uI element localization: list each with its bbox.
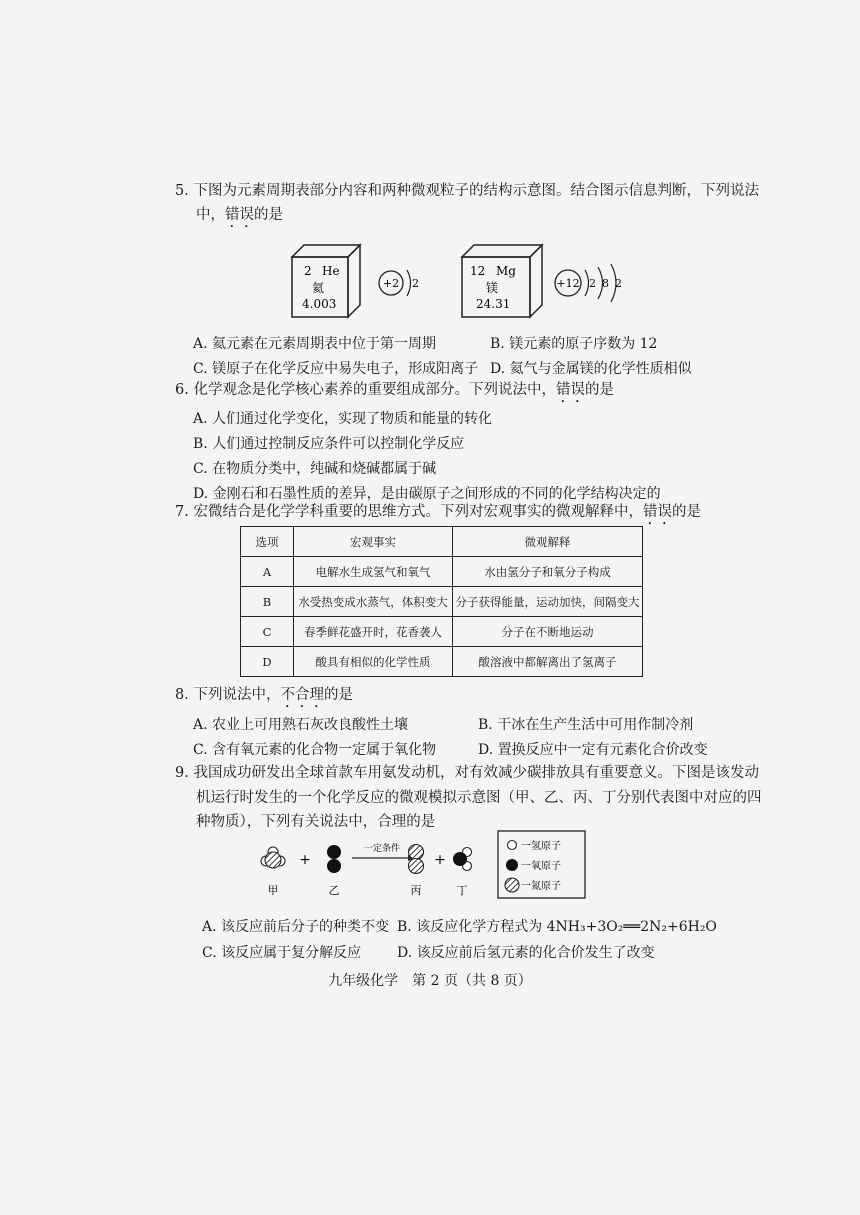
- q5-stem-line1: 5. 下图为元素周期表部分内容和两种微观粒子的结构示意图。结合图示信息判断，下列说法: [175, 183, 759, 199]
- he-number: 2: [304, 264, 312, 278]
- q9-option-d: D. 该反应前后氢元素的化合价发生了改变: [397, 945, 655, 961]
- page-footer: 九年级化学 第 2 页（共 8 页）: [328, 973, 532, 989]
- table-header-micro: 微观解释: [453, 527, 643, 557]
- q6-stem-pre: 6. 化学观念是化学核心素养的重要组成部分。下列说法中，: [175, 382, 556, 398]
- q8-emphasis: 不合理: [280, 687, 324, 703]
- table-cell: 春季鲜花盛开时，花香袭人: [294, 617, 453, 647]
- molecule-oxygen: [327, 845, 341, 873]
- mg-symbol: Mg: [496, 264, 516, 278]
- q5-option-a: A. 氦元素在元素周期表中位于第一周期: [193, 336, 437, 352]
- table-cell: 电解水生成氢气和氧气: [294, 557, 453, 587]
- hydrogen-atom-icon: [508, 841, 517, 850]
- table-row: [241, 617, 643, 647]
- q8-option-b: B. 干冰在生产生活中可用作制冷剂: [478, 717, 694, 733]
- table-cell: C: [241, 617, 294, 647]
- mg-atom-structure: [555, 264, 622, 302]
- q9-option-b: B. 该反应化学方程式为 4NH₃+3O₂══2N₂+6H₂O: [397, 919, 717, 935]
- q5-figure: [280, 240, 660, 325]
- he-nucleus-charge: +2: [382, 277, 400, 290]
- q7-stem: [175, 502, 701, 528]
- q9-stem-line2: 机运行时发生的一个化学反应的微观模拟示意图（甲、乙、丙、丁分别代表图中对应的四: [196, 790, 762, 806]
- q5-stem-line2: [196, 205, 283, 231]
- table-row: [241, 587, 643, 617]
- q8-stem-pre: 8. 下列说法中，: [175, 687, 281, 703]
- he-symbol: He: [322, 264, 340, 278]
- q6-option-a: A. 人们通过化学变化，实现了物质和能量的转化: [193, 411, 493, 427]
- mg-name: 镁: [486, 281, 499, 295]
- table-cell: 分子在不断地运动: [453, 617, 643, 647]
- q9-stem-line3: 种物质），下列有关说法中，合理的是: [196, 814, 436, 830]
- mg-mass: 24.31: [476, 297, 511, 311]
- table-cell: 分子获得能量，运动加快，间隔变大: [453, 587, 643, 617]
- table-header-option: 选项: [241, 527, 294, 557]
- plus-sign: +: [299, 852, 311, 868]
- table-cell: B: [241, 587, 294, 617]
- reaction-condition: 一定条件: [363, 844, 401, 854]
- q5-stem-pre: 中，: [196, 207, 225, 223]
- q5-stem-post: 的是: [254, 207, 283, 223]
- q5-option-b: B. 镁元素的原子序数为 12: [490, 336, 658, 352]
- mg-shell-2: 8: [602, 277, 609, 290]
- q6-stem-post: 的是: [584, 382, 614, 398]
- mg-nucleus-charge: +12: [556, 277, 580, 290]
- mg-shell-3: 2: [615, 277, 622, 290]
- q8-option-d: D. 置换反应中一定有元素化合价改变: [478, 742, 708, 758]
- table-cell: A: [241, 557, 294, 587]
- table-row: [241, 647, 643, 677]
- legend-hydrogen: 一氢原子: [521, 841, 561, 852]
- mg-element-cell: [462, 245, 542, 317]
- nitrogen-atom-icon: [505, 878, 519, 892]
- q6-option-d: D. 金刚石和石墨性质的差异，是由碳原子之间形成的不同的化学结构决定的: [193, 486, 661, 502]
- q7-emphasis: 错误: [642, 504, 672, 520]
- he-mass: 4.003: [302, 297, 337, 311]
- q6-stem: [175, 380, 614, 406]
- table-cell: 酸具有相似的化学性质: [294, 647, 453, 677]
- label-bing: 丙: [410, 884, 422, 897]
- q8-stem: [175, 685, 353, 711]
- q6-option-b: B. 人们通过控制反应条件可以控制化学反应: [193, 436, 465, 452]
- mg-shell-1: 2: [589, 277, 596, 290]
- table-row: [241, 557, 643, 587]
- he-name: 氦: [312, 281, 325, 295]
- q7-stem-post: 的是: [671, 504, 701, 520]
- table-header-row: [241, 527, 643, 557]
- oxygen-atom-icon: [506, 859, 518, 871]
- table-cell: D: [241, 647, 294, 677]
- q8-option-c: C. 含有氧元素的化合物一定属于氧化物: [193, 742, 437, 758]
- plus-sign: +: [434, 852, 446, 868]
- label-jia: 甲: [267, 884, 279, 897]
- q5-option-d: D. 氦气与金属镁的化学性质相似: [490, 361, 692, 377]
- q6-emphasis: 错误: [555, 382, 585, 398]
- legend-oxygen: 一氧原子: [521, 861, 561, 872]
- legend-nitrogen: 一氮原子: [521, 881, 561, 892]
- table-header-macro: 宏观事实: [294, 527, 453, 557]
- he-element-cell: [292, 245, 360, 317]
- table-cell: 水受热变成水蒸气，体积变大: [294, 587, 453, 617]
- label-ding: 丁: [456, 884, 468, 897]
- q6-option-c: C. 在物质分类中，纯碱和烧碱都属于碱: [193, 461, 437, 477]
- q5-option-c: C. 镁原子在化学反应中易失电子，形成阳离子: [193, 361, 479, 377]
- q7-stem-pre: 7. 宏微结合是化学学科重要的思维方式。下列对宏观事实的微观解释中，: [175, 504, 643, 520]
- q8-stem-post: 的是: [323, 687, 353, 703]
- q9-option-a: A. 该反应前后分子的种类不变: [202, 919, 390, 935]
- molecule-water: [453, 848, 472, 871]
- q5-emphasis: 错误: [225, 207, 254, 223]
- he-shell-1: 2: [412, 277, 419, 290]
- q7-table: [240, 526, 643, 677]
- table-cell: 水由氢分子和氧分子构成: [453, 557, 643, 587]
- table-cell: 酸溶液中都解离出了氢离子: [453, 647, 643, 677]
- label-yi: 乙: [328, 884, 340, 897]
- atom-legend: [498, 831, 585, 898]
- q8-option-a: A. 农业上可用熟石灰改良酸性土壤: [193, 717, 409, 733]
- mg-number: 12: [470, 264, 486, 278]
- q9-stem-line1: 9. 我国成功研发出全球首款车用氨发动机，对有效减少碳排放具有重要意义。下图是该发动: [175, 765, 759, 781]
- q9-option-c: C. 该反应属于复分解反应: [202, 945, 362, 961]
- q9-reaction-diagram: [250, 828, 590, 903]
- molecule-ammonia: [261, 847, 285, 868]
- he-atom-structure: [379, 270, 419, 296]
